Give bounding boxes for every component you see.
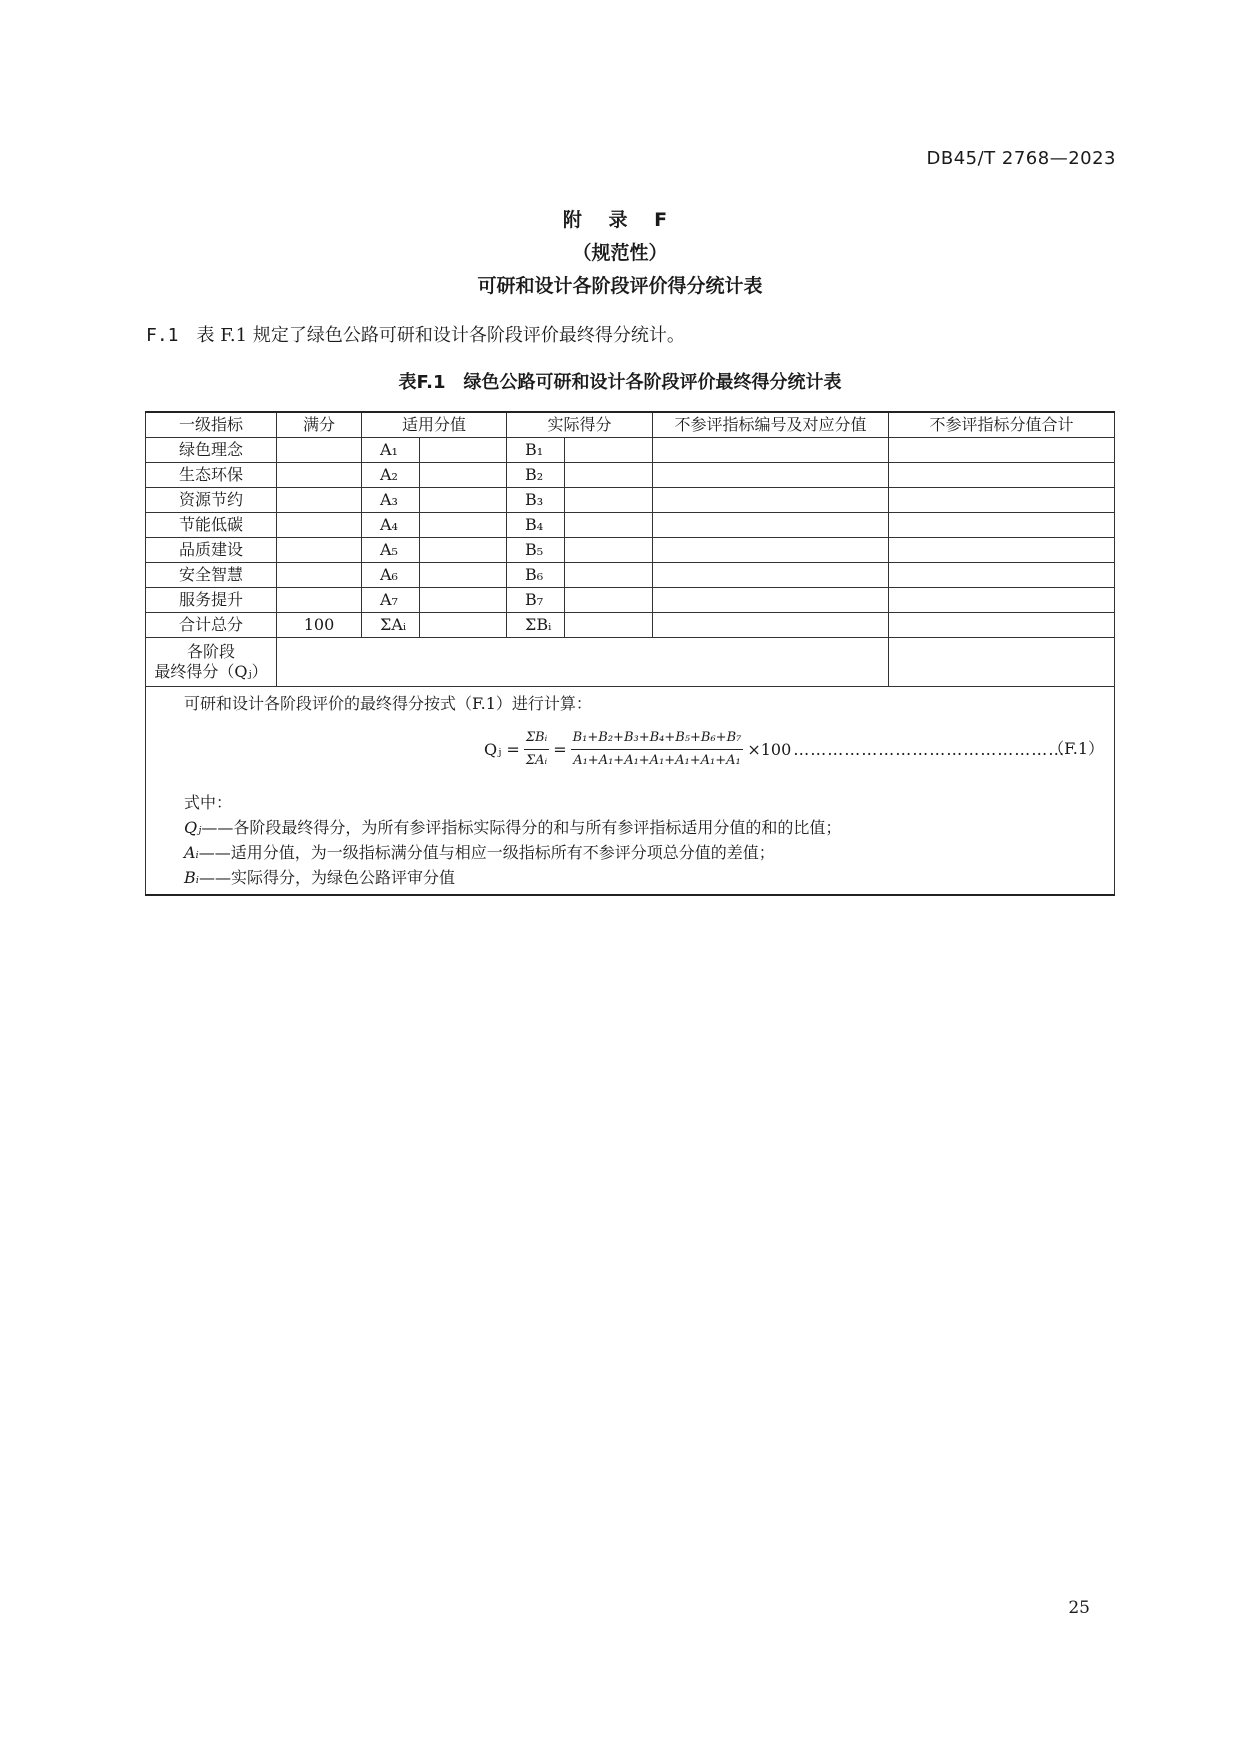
header-cell: 一级指标 [146,412,277,438]
excluded-total-cell [889,563,1115,588]
final-score-row [146,638,1115,687]
final-score-value-cell [277,638,889,687]
table-row [146,538,1115,563]
definition-symbol: Aᵢ [184,843,199,862]
total-label-cell: 合计总分 [146,613,277,638]
table-row [146,463,1115,488]
header-cell: 不参评指标分值合计 [889,412,1115,438]
indicator-cell: 绿色理念 [146,438,277,463]
applicable-value-cell [420,538,507,563]
total-applicable-ref-cell: ΣAᵢ [362,613,420,638]
final-score-label-cell [146,638,277,687]
total-full-cell: 100 [277,613,362,638]
actual-ref-cell: B₃ [507,488,565,513]
final-score-label-line1: 各阶段 [186,642,235,661]
header-cell: 满分 [277,412,362,438]
applicable-value-cell [420,588,507,613]
full-score-cell [277,488,362,513]
full-score-cell [277,563,362,588]
indicator-cell: 生态环保 [146,463,277,488]
final-score-extra-cell [889,638,1115,687]
applicable-ref-cell: A₅ [362,538,420,563]
fraction-sum-denominator: ΣAᵢ [525,753,548,768]
actual-value-cell [565,563,653,588]
formula-equals: = [553,739,567,759]
actual-ref-cell: B₄ [507,513,565,538]
header-cell: 适用分值 [362,412,507,438]
table-row [146,563,1115,588]
appendix-heading: 可研和设计各阶段评价得分统计表 [477,275,763,297]
definition-symbol: Qⱼ [184,818,202,837]
header-cell: 实际得分 [507,412,653,438]
actual-value-cell [565,588,653,613]
excluded-cell [653,513,889,538]
excluded-cell [653,613,889,638]
table-row [146,588,1115,613]
applicable-ref-cell: A₂ [362,463,420,488]
definition-text: ——适用分值，为一级指标满分值与相应一级指标所有不参评分项总分值的差值； [198,843,775,862]
excluded-total-cell [889,588,1115,613]
indicator-cell: 品质建设 [146,538,277,563]
excluded-cell [653,538,889,563]
excluded-total-cell [889,613,1115,638]
fraction-expanded [571,728,744,771]
formula-notes-cell [146,687,1115,896]
table-row [146,513,1115,538]
actual-value-cell [565,513,653,538]
score-table [145,411,1115,896]
full-score-cell [277,463,362,488]
applicable-ref-cell: A₃ [362,488,420,513]
formula-tail: ×100 [747,739,792,759]
fraction-expanded-denominator: A₁+A₁+A₁+A₁+A₁+A₁+A₁ [573,753,741,768]
table-row [146,438,1115,463]
clause-f1 [146,321,685,347]
full-score-cell [277,538,362,563]
indicator-cell: 节能低碳 [146,513,277,538]
actual-value-cell [565,463,653,488]
applicable-ref-cell: A₄ [362,513,420,538]
formula [484,728,1065,771]
actual-ref-cell: B₂ [507,463,565,488]
applicable-ref-cell: A₇ [362,588,420,613]
actual-ref-cell: B₇ [507,588,565,613]
indicator-cell: 服务提升 [146,588,277,613]
excluded-total-cell [889,463,1115,488]
definition-bi [184,865,1114,890]
appendix-nature: （规范性） [572,242,668,264]
formula-lhs: Qⱼ = [484,739,520,759]
total-applicable-value-cell [420,613,507,638]
applicable-value-cell [420,463,507,488]
applicable-value-cell [420,563,507,588]
where-label: 式中： [184,793,233,812]
excluded-total-cell [889,538,1115,563]
full-score-cell [277,513,362,538]
applicable-ref-cell: A₆ [362,563,420,588]
equation-number: （F.1） [1048,739,1105,758]
clause-text: 表 F.1 规定了绿色公路可研和设计各阶段评价最终得分统计。 [196,325,685,346]
appendix-title: 附 录 F [562,209,678,231]
excluded-total-cell [889,488,1115,513]
clause-number: F.1 [146,325,179,346]
fraction-sum-numerator: ΣBᵢ [524,728,549,750]
excluded-total-cell [889,513,1115,538]
table-row [146,488,1115,513]
excluded-cell [653,563,889,588]
excluded-total-cell [889,438,1115,463]
definition-text: ——实际得分，为绿色公路评审分值 [198,868,455,887]
definition-text: ——各阶段最终得分，为所有参评指标实际得分的和与所有参评指标适用分值的和的比值； [201,818,842,837]
table-caption: 表F.1 绿色公路可研和设计各阶段评价最终得分统计表 [398,372,842,393]
applicable-value-cell [420,513,507,538]
formula-intro: 可研和设计各阶段评价的最终得分按式（F.1）进行计算： [184,694,592,713]
actual-value-cell [565,538,653,563]
fraction-sum [524,728,549,771]
formula-leader-dots: ………………………………………… [793,739,1066,759]
indicator-cell: 安全智慧 [146,563,277,588]
applicable-value-cell [420,438,507,463]
final-score-label-line2: 最终得分（Qⱼ） [154,662,268,681]
definition-ai [184,840,1114,865]
full-score-cell [277,438,362,463]
excluded-cell [653,588,889,613]
definition-symbol: Bᵢ [184,868,199,887]
applicable-ref-cell: A₁ [362,438,420,463]
total-row [146,613,1115,638]
excluded-cell [653,488,889,513]
actual-ref-cell: B₆ [507,563,565,588]
formula-notes-row [146,687,1115,896]
full-score-cell [277,588,362,613]
actual-value-cell [565,438,653,463]
excluded-cell [653,463,889,488]
definition-qj [184,815,1114,840]
applicable-value-cell [420,488,507,513]
indicator-cell: 资源节约 [146,488,277,513]
table-header-row [146,412,1115,438]
formula-block [184,722,1114,776]
total-actual-ref-cell: ΣBᵢ [507,613,565,638]
fraction-expanded-numerator: B₁+B₂+B₃+B₄+B₅+B₆+B₇ [571,728,744,750]
header-cell: 不参评指标编号及对应分值 [653,412,889,438]
excluded-cell [653,438,889,463]
total-actual-value-cell [565,613,653,638]
document-code: DB45/T 2768—2023 [926,148,1116,169]
page-number: 25 [1068,1598,1090,1618]
actual-ref-cell: B₅ [507,538,565,563]
actual-value-cell [565,488,653,513]
actual-ref-cell: B₁ [507,438,565,463]
